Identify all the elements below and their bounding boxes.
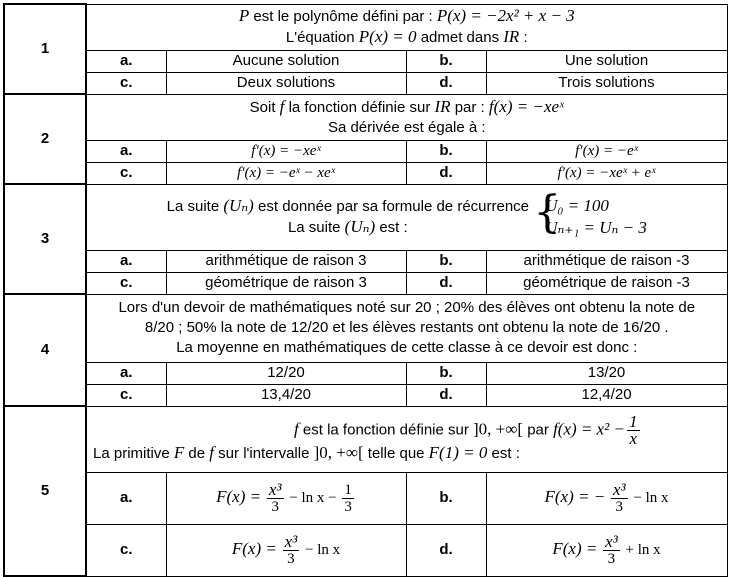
question-3-options-row-2 xyxy=(4,272,727,294)
q5-interval-1: ]0, +∞[ xyxy=(473,419,524,439)
q2-formula: f(x) = −xeˣ xyxy=(488,96,564,116)
q5-text-1: est la fonction définie sur xyxy=(298,421,474,439)
q5c-frac-num: x³ xyxy=(284,531,298,551)
question-2-options-row-1 xyxy=(4,140,727,162)
q5d-lhs: F(x) = xyxy=(552,538,598,558)
q4-option-a[interactable]: 12/20 xyxy=(166,362,406,384)
q5a-frac2-den: 3 xyxy=(344,498,352,515)
question-4-statement xyxy=(86,294,727,362)
option-label-a: a. xyxy=(86,362,166,384)
q5-F: F xyxy=(173,443,185,462)
q5a-frac-num: x³ xyxy=(268,479,282,499)
qcm-table xyxy=(3,3,728,577)
option-label-b: b. xyxy=(406,362,486,384)
option-label-a: a. xyxy=(86,50,166,72)
q4-text-2: 8/20 ; 50% la note de 12/20 et les élèves restants ont obtenu la note de 16/20 . xyxy=(144,319,669,336)
option-label-a: a. xyxy=(86,140,166,162)
q2-f: f xyxy=(279,96,285,116)
q3-system-row-2: Uₙ₊₁ = Uₙ − 3 xyxy=(545,218,647,237)
option-label-c: c. xyxy=(86,384,166,406)
q5-text-4: de xyxy=(184,445,210,462)
q5a-fraction-1 xyxy=(267,479,284,515)
question-5-number: 5 xyxy=(4,406,86,576)
option-label-c: c. xyxy=(86,72,166,94)
q1-equation: P(x) = 0 xyxy=(358,27,417,46)
q5-text-6: telle que xyxy=(363,445,429,462)
q5-frac-num: 1 xyxy=(629,412,638,431)
q5-text-7: est : xyxy=(487,445,520,462)
q5d-fraction xyxy=(603,531,620,567)
question-1-number: 1 xyxy=(4,4,86,94)
q5b-lhs: F(x) = − xyxy=(544,486,606,506)
option-label-b: b. xyxy=(406,472,486,524)
q5-fraction xyxy=(627,414,640,447)
question-2-options-row-2 xyxy=(4,162,727,184)
q5b-mid: − ln x xyxy=(633,489,669,506)
q5c-frac-den: 3 xyxy=(287,550,295,567)
q5-formula: f(x) = x² − xyxy=(553,419,625,439)
q2-option-d[interactable]: f′(x) = −xeˣ + eˣ xyxy=(486,162,727,184)
q5-text-5: sur l'intervalle xyxy=(214,445,314,462)
question-4-statement-row xyxy=(4,294,727,362)
option-label-d: d. xyxy=(406,524,486,576)
question-5-statement xyxy=(86,406,727,472)
left-brace-icon: { xyxy=(533,187,562,238)
q1-subject: P xyxy=(238,6,250,25)
q2-option-b[interactable]: f′(x) = −eˣ xyxy=(486,140,727,162)
q5b-frac-num: x³ xyxy=(612,479,626,499)
q2-text-2: la fonction définie sur xyxy=(284,98,435,116)
option-label-b: b. xyxy=(406,50,486,72)
q3-seq-1: (Uₙ) xyxy=(223,196,254,215)
option-label-b: b. xyxy=(406,250,486,272)
q4-text-1: Lors d'un devoir de mathématiques noté sur 20 ; 20% des élèves ont obtenu la note de xyxy=(118,299,696,316)
question-1-options-row-2 xyxy=(4,72,727,94)
question-2-number: 2 xyxy=(4,94,86,184)
q5d-frac-den: 3 xyxy=(607,550,616,567)
question-3-statement xyxy=(86,184,727,250)
q5a-lhs: F(x) = xyxy=(216,486,262,506)
option-label-c: c. xyxy=(86,162,166,184)
question-1-statement-row xyxy=(4,4,727,50)
q5-f-2: f xyxy=(209,443,215,462)
question-1-options-row-1 xyxy=(4,50,727,72)
q1-text-4: : xyxy=(519,29,528,46)
option-label-d: d. xyxy=(406,272,486,294)
option-label-d: d. xyxy=(406,384,486,406)
q3-seq-2: (Uₙ) xyxy=(344,217,376,236)
q5-option-b[interactable] xyxy=(486,472,727,524)
q4-option-b[interactable]: 13/20 xyxy=(486,362,727,384)
option-label-a: a. xyxy=(86,472,166,524)
question-5-options-row-1 xyxy=(4,472,727,524)
q3-option-a[interactable]: arithmétique de raison 3 xyxy=(166,250,406,272)
question-3-options-row-1 xyxy=(4,250,727,272)
question-4-options-row-1 xyxy=(4,362,727,384)
q2-text-3: par : xyxy=(450,98,489,116)
q5c-lhs: F(x) = xyxy=(231,538,277,558)
question-4-number: 4 xyxy=(4,294,86,406)
q5-text-3: La primitive xyxy=(93,445,174,462)
q4-option-d[interactable]: 12,4/20 xyxy=(486,384,727,406)
q3-text-2: est donnée par sa formule de récurrence xyxy=(253,198,530,215)
q5-option-d[interactable] xyxy=(486,524,727,576)
q5-interval-2: ]0, +∞[ xyxy=(313,443,364,462)
q5c-fraction xyxy=(283,531,300,567)
q1-text-2: L'équation xyxy=(285,29,359,46)
q1-option-d[interactable]: Trois solutions xyxy=(486,72,727,94)
question-5-statement-row xyxy=(4,406,727,472)
q5-text-2: par xyxy=(523,421,554,439)
question-5-options-row-2 xyxy=(4,524,727,576)
option-label-c: c. xyxy=(86,524,166,576)
question-2-statement xyxy=(86,94,727,140)
q5-frac-den: x xyxy=(629,429,638,448)
q1-text-3: admet dans xyxy=(416,29,504,46)
q1-option-c[interactable]: Deux solutions xyxy=(166,72,406,94)
q1-option-a[interactable]: Aucune solution xyxy=(166,50,406,72)
q5b-frac-den: 3 xyxy=(615,498,624,515)
question-2-statement-row xyxy=(4,94,727,140)
q5d-mid: + ln x xyxy=(625,541,661,558)
option-label-d: d. xyxy=(406,162,486,184)
option-label-a: a. xyxy=(86,250,166,272)
q3-system-row-1: U₀ = 100 xyxy=(545,196,609,215)
option-label-c: c. xyxy=(86,272,166,294)
q1-option-b[interactable]: Une solution xyxy=(486,50,727,72)
q2-text-1: Soit xyxy=(249,98,280,116)
q5-condition: F(1) = 0 xyxy=(428,443,488,462)
option-label-d: d. xyxy=(406,72,486,94)
q2-option-a[interactable]: f′(x) = −xeˣ xyxy=(166,140,406,162)
q2-text-4: Sa dérivée est égale à : xyxy=(327,118,486,136)
q3-text-3: La suite xyxy=(287,219,345,236)
option-label-b: b. xyxy=(406,140,486,162)
q1-formula: P(x) = −2x² + x − 3 xyxy=(436,6,575,25)
question-4-options-row-2 xyxy=(4,384,727,406)
q5-option-c[interactable] xyxy=(166,524,406,576)
q5a-frac2-num: 1 xyxy=(344,481,352,498)
q3-option-c[interactable]: géométrique de raison 3 xyxy=(166,272,406,294)
q3-option-b[interactable]: arithmétique de raison -3 xyxy=(486,250,727,272)
q3-recurrence-system xyxy=(533,187,647,239)
q4-option-c[interactable]: 13,4/20 xyxy=(166,384,406,406)
q5b-fraction xyxy=(611,479,628,515)
q5c-mid: − ln x xyxy=(305,541,341,558)
q5a-fraction-2 xyxy=(342,482,354,515)
question-3-number: 3 xyxy=(4,184,86,294)
q5a-frac-den: 3 xyxy=(271,498,279,515)
q5a-mid: − ln x − xyxy=(289,489,337,506)
question-1-statement xyxy=(86,4,727,50)
question-3-statement-row xyxy=(4,184,727,250)
q3-text-4: est : xyxy=(375,219,408,236)
q5-f: f xyxy=(294,419,299,439)
q5-option-a[interactable] xyxy=(166,472,406,524)
q3-text-block xyxy=(167,196,529,238)
q2-option-c[interactable]: f′(x) = −eˣ − xeˣ xyxy=(166,162,406,184)
q5d-frac-num: x³ xyxy=(605,531,618,551)
q3-text-1: La suite xyxy=(166,198,224,215)
q4-text-3: La moyenne en mathématiques de cette classe à ce devoir est donc : xyxy=(176,339,638,356)
q1-set: IR xyxy=(503,27,520,46)
q2-set: IR xyxy=(434,96,451,116)
q1-text-1: est le polynôme défini par : xyxy=(249,8,437,25)
q3-option-d[interactable]: géométrique de raison -3 xyxy=(486,272,727,294)
